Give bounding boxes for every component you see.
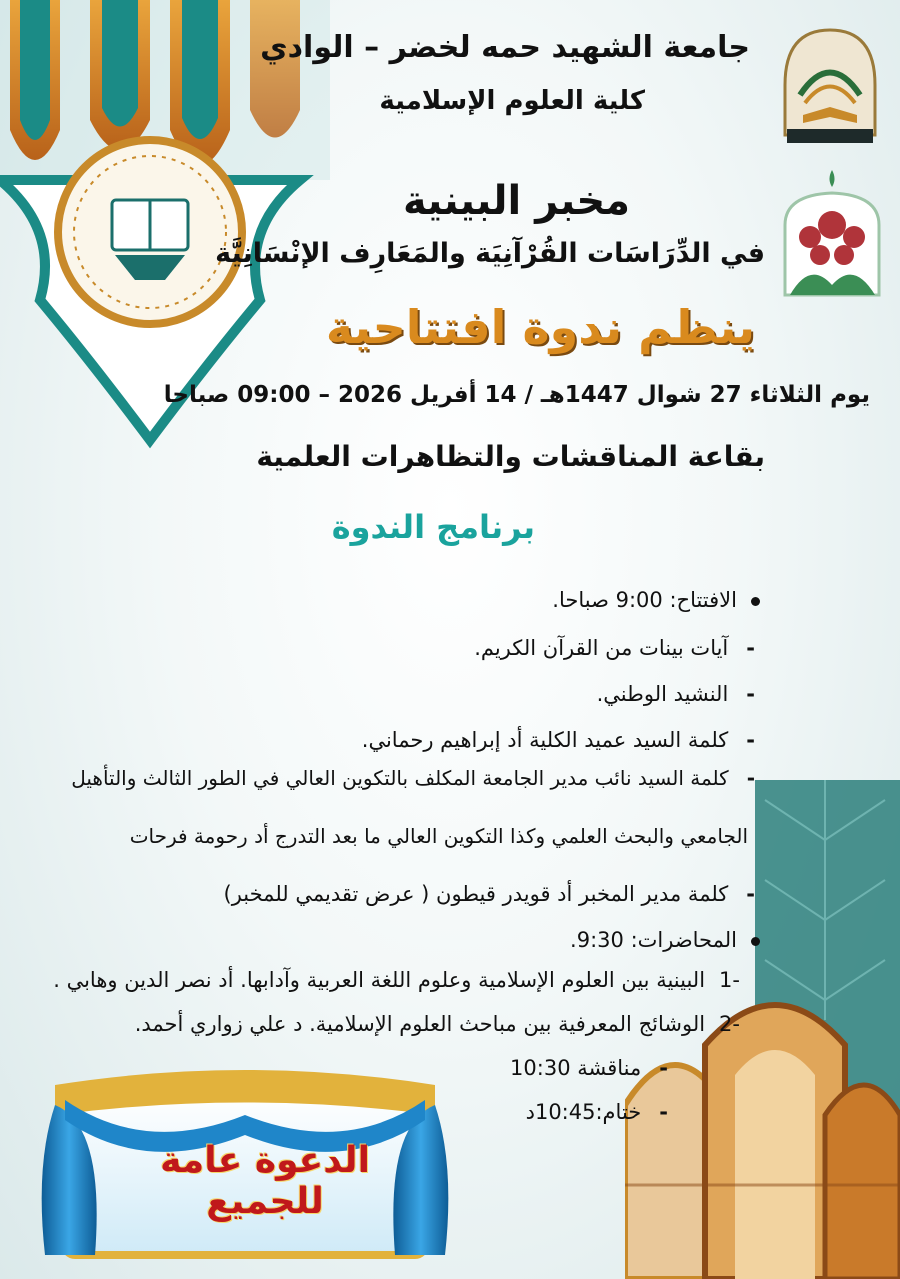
list-item: -آيات بينات من القرآن الكريم. bbox=[474, 636, 755, 660]
bullet-icon bbox=[751, 597, 760, 606]
item-text: الجامعي والبحث العلمي وكذا التكوين العالي ما بعد التدرج أد رحومة فرحات bbox=[129, 824, 748, 848]
item-text: كلمة مدير المخبر أد قويدر قيطون ( عرض تقديمي للمخبر) bbox=[223, 882, 729, 906]
invitation-text: الدعوة عامة للجميع bbox=[160, 1140, 370, 1222]
lab-name: مخبر البينية bbox=[402, 178, 630, 224]
item-text: الوشائج المعرفية بين مباحث العلوم الإسلامية. د علي زواري أحمد. bbox=[134, 1012, 706, 1036]
item-text: ختام:10:45د bbox=[525, 1100, 642, 1124]
university-logo-icon bbox=[775, 25, 885, 150]
university-name: جامعة الشهيد حمه لخضر – الوادي bbox=[260, 30, 750, 65]
opening-label: الافتتاح: 9:00 صباحا. bbox=[552, 588, 737, 612]
lab-logo-icon bbox=[775, 165, 890, 300]
discussion-item: -مناقشة 10:30 bbox=[510, 1056, 668, 1080]
list-item: -كلمة السيد نائب مدير الجامعة المكلف بالتكوين العالي في الطور الثالث والتأهيل bbox=[71, 766, 755, 790]
bullet-icon bbox=[751, 937, 760, 946]
list-item: -النشيد الوطني. bbox=[596, 682, 755, 706]
item-text: مناقشة 10:30 bbox=[510, 1056, 642, 1080]
item-text: كلمة السيد نائب مدير الجامعة المكلف بالتكوين العالي في الطور الثالث والتأهيل bbox=[71, 766, 729, 790]
lecture-number: -1 bbox=[719, 968, 740, 992]
program-title: برنامج الندوة bbox=[331, 508, 535, 546]
program-lectures bbox=[570, 928, 760, 952]
event-heading: ينظم ندوة افتتاحية bbox=[325, 300, 755, 354]
lectures-label: المحاضرات: 9:30. bbox=[570, 928, 737, 952]
event-date: يوم الثلاثاء 27 شوال 1447هـ / 14 أفريل 2026 – 09:00 صباحا bbox=[163, 382, 870, 408]
lecture-number: -2 bbox=[719, 1012, 740, 1036]
faculty-name: كلية العلوم الإسلامية bbox=[379, 86, 645, 116]
program-opening bbox=[552, 588, 760, 612]
item-text: كلمة السيد عميد الكلية أد إبراهيم رحماني. bbox=[361, 728, 729, 752]
list-item-continuation bbox=[130, 824, 748, 848]
list-item: -كلمة مدير المخبر أد قويدر قيطون ( عرض تقديمي للمخبر) bbox=[223, 882, 755, 906]
item-text: البينية بين العلوم الإسلامية وعلوم اللغة العربية وآدابها. أد نصر الدين وهابي . bbox=[53, 968, 706, 992]
lecture-item bbox=[135, 1012, 740, 1036]
list-item: -كلمة السيد عميد الكلية أد إبراهيم رحماني. bbox=[361, 728, 755, 752]
lab-subtitle: في الدِّرَاسَات القُرْآنِيَة والمَعَارِف الإنْسَانِيَّة bbox=[215, 238, 765, 269]
event-venue: بقاعة المناقشات والتظاهرات العلمية bbox=[256, 440, 765, 473]
closing-item: -ختام:10:45د bbox=[525, 1100, 668, 1124]
item-text: النشيد الوطني. bbox=[596, 682, 729, 706]
lecture-item bbox=[53, 968, 740, 992]
item-text: آيات بينات من القرآن الكريم. bbox=[474, 636, 729, 660]
